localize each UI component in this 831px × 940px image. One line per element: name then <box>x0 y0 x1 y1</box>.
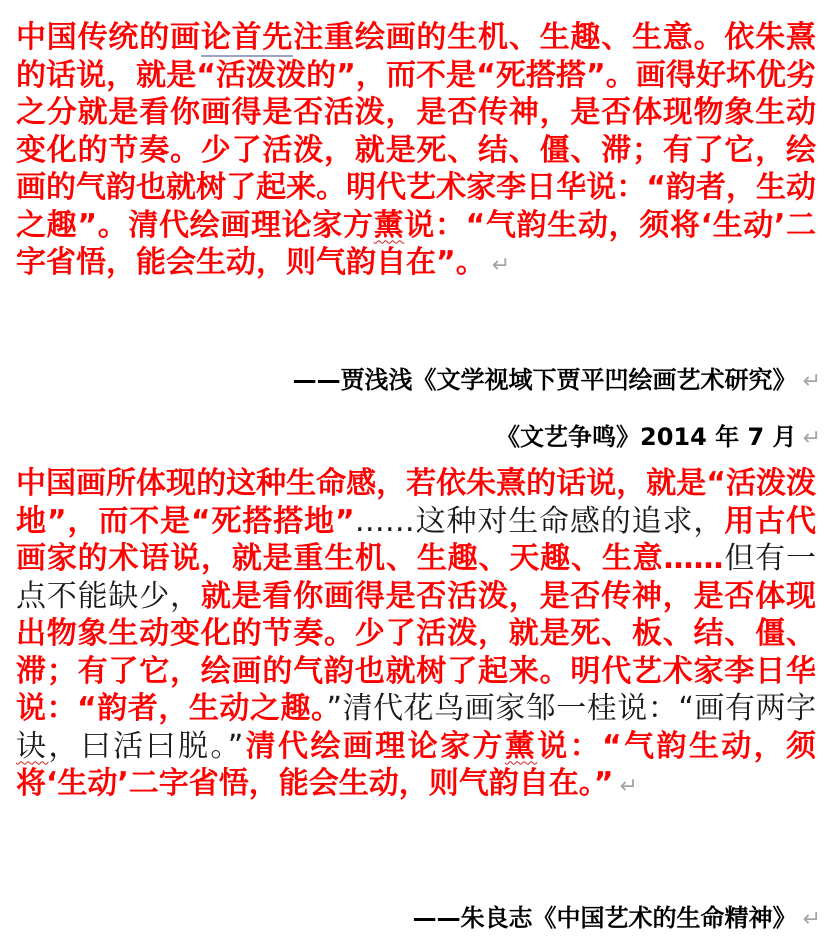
passage-2-text-e: 就是看你画得是否活泼，是否传神，是否体现出物象生动变化的节奏。少了活泼，就是死、板、结、僵、滞；有了它，绘画的气韵也就树了起来。明代艺术家李日华说：“韵者，生动之趣。 <box>16 578 817 726</box>
passage-1 <box>16 19 816 285</box>
passage-1-text-b: 注重绘画的生机、生趣、生意。依朱熹的话说，就是“活泼泼的”，而不是“死搭搭”。画得好坏优劣之分就是看你画得是否活泼，是否传神，是否体现物象生动变化的节奏。少了活泼，就是死、结、僵、滞；有了它，绘画的气韵也就树了起来。明代艺术家李日华说：“韵者，生动之趣”。清代绘画理论家方 <box>16 20 817 243</box>
passage-2-text-b: ……这种对生命感的追求， <box>354 503 725 539</box>
citation-1-source <box>293 360 821 395</box>
paragraph-mark-icon: ↵ <box>802 907 821 932</box>
passage-1-text-a: 中国传统的画 <box>16 20 201 55</box>
citation-1-journal-text: 《文艺争鸣》2014 年 7 月 <box>496 423 797 451</box>
paragraph-mark-icon: ↵ <box>491 253 511 278</box>
paragraph-mark-icon: ↵ <box>802 426 821 451</box>
passage-1-text-c: 说：“气韵生动，须将‘生动’二字省悟，能会生动，则气韵自在”。 <box>16 207 817 280</box>
passage-2-text-flagged-2: 薰 <box>504 728 538 764</box>
passage-1-text-flagged: 薰 <box>373 207 405 243</box>
citation-2-source-text: ——朱良志《中国艺术的生命精神》 <box>412 904 797 932</box>
citation-1-journal <box>496 417 821 452</box>
passage-2-text-h: 清代绘画理论家方 <box>243 728 505 764</box>
passage-2-text-f: ”清代花鸟画家邹一桂说：“画有两字 <box>326 691 816 726</box>
citation-1-source-text: ——贾浅浅《文学视域下贾平凹绘画艺术研究》 <box>292 366 797 394</box>
passage-2-text-a: 中国画所体现的这种生命感，若依朱熹的话说，就是“活泼泼地”，而不是“死搭搭地” <box>16 466 816 539</box>
passage-2-text-d: 但有一点不能缺少， <box>16 541 817 614</box>
passage-2-text-c: 用古代画家的术语说，就是重生机、生趣、天趣、生意…… <box>16 503 817 576</box>
passage-2 <box>16 465 816 806</box>
passage-1-text-underlined: 论首先 <box>200 20 294 55</box>
passage-2-text-g: ，曰活曰脱。” <box>48 728 244 764</box>
citation-2-source <box>413 898 821 933</box>
paragraph-mark-icon: ↵ <box>619 774 638 799</box>
passage-2-text-flagged-1: 诀 <box>16 728 49 764</box>
paragraph-mark-icon: ↵ <box>802 369 821 394</box>
passage-2-text-i: 说：“气韵生动，须将‘生动’二字省悟，能会生动，则气韵自在。” <box>16 728 817 801</box>
